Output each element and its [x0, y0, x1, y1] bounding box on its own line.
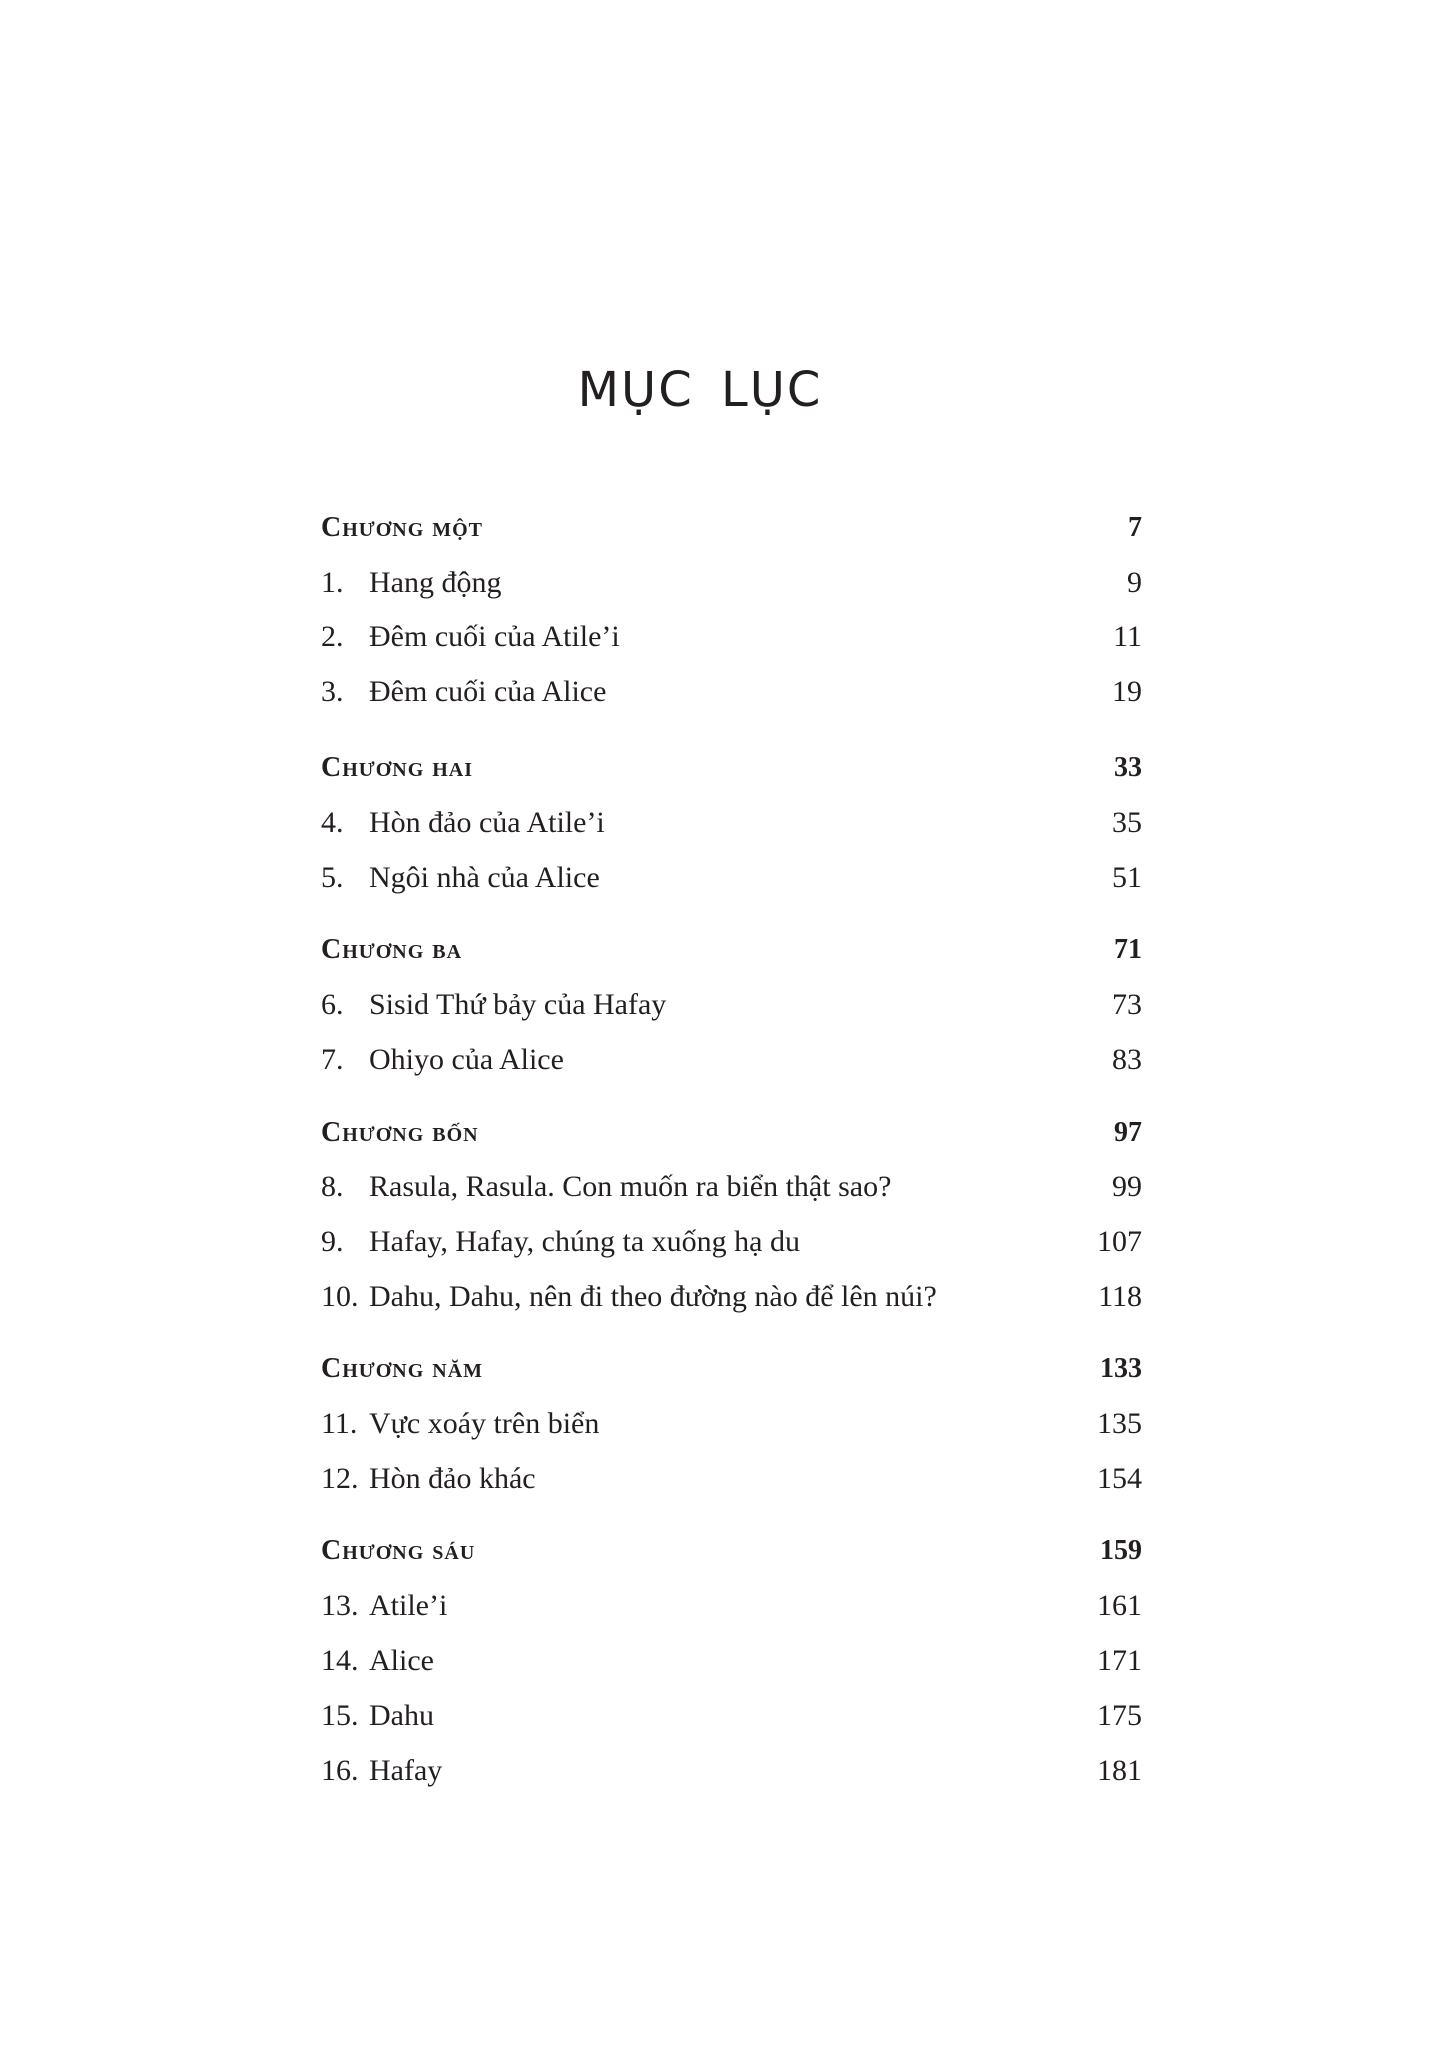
toc-entry[interactable]	[321, 988, 1142, 1028]
entry-title: Dahu	[369, 1699, 434, 1732]
page-title: MỤC LỤC	[577, 362, 823, 419]
entry-number: 6.	[321, 988, 344, 1021]
entry-number: 8.	[321, 1170, 344, 1203]
chapter-page-number: 71	[1114, 934, 1142, 965]
entry-number: 14.	[321, 1644, 359, 1677]
chapter-page-number: 97	[1114, 1117, 1142, 1148]
entry-title: Ngôi nhà của Alice	[369, 861, 600, 894]
entry-title: Hafay	[369, 1754, 443, 1787]
toc-entry[interactable]	[321, 806, 1142, 846]
entry-page-number: 51	[1112, 861, 1142, 894]
entry-title: Hòn đảo của Atile’i	[369, 806, 605, 839]
entry-title: Ohiyo của Alice	[369, 1043, 564, 1076]
entry-page-number: 35	[1112, 806, 1142, 839]
toc-entry[interactable]	[321, 1462, 1142, 1502]
toc-entry[interactable]	[321, 1170, 1142, 1210]
chapter-page-number: 7	[1128, 512, 1142, 543]
toc-entry[interactable]	[321, 1589, 1142, 1629]
table-of-contents	[321, 0, 1142, 2048]
toc-entry[interactable]	[321, 1043, 1142, 1083]
chapter-title: Chương sáu	[321, 1535, 476, 1566]
chapter-page-number: 159	[1100, 1535, 1142, 1566]
toc-entry[interactable]	[321, 861, 1142, 901]
entry-number: 9.	[321, 1225, 344, 1258]
chapter-page-number: 133	[1100, 1353, 1142, 1384]
entry-title: Đêm cuối của Alice	[369, 675, 607, 708]
entry-page-number: 171	[1097, 1644, 1142, 1677]
entry-title: Hang động	[369, 566, 502, 599]
toc-entry[interactable]	[321, 566, 1142, 606]
entry-number: 1.	[321, 566, 344, 599]
toc-entry[interactable]	[321, 1754, 1142, 1794]
entry-title: Sisid Thứ bảy của Hafay	[369, 988, 667, 1021]
entry-title: Atile’i	[369, 1589, 448, 1622]
entry-number: 15.	[321, 1699, 359, 1732]
chapter-title: Chương một	[321, 512, 484, 543]
entry-number: 13.	[321, 1589, 359, 1622]
entry-page-number: 161	[1097, 1589, 1142, 1622]
chapter-title: Chương năm	[321, 1353, 484, 1384]
toc-entry[interactable]	[321, 1280, 1142, 1320]
entry-title: Hòn đảo khác	[369, 1462, 536, 1495]
chapter-heading[interactable]	[321, 1535, 1142, 1575]
entry-number: 4.	[321, 806, 344, 839]
entry-number: 11.	[321, 1407, 358, 1440]
entry-title: Đêm cuối của Atile’i	[369, 620, 620, 653]
entry-title: Hafay, Hafay, chúng ta xuống hạ du	[369, 1225, 800, 1258]
entry-page-number: 73	[1112, 988, 1142, 1021]
entry-title: Vực xoáy trên biển	[369, 1407, 600, 1440]
entry-page-number: 107	[1097, 1225, 1142, 1258]
entry-title: Rasula, Rasula. Con muốn ra biển thật sao?	[369, 1170, 892, 1203]
entry-page-number: 9	[1127, 566, 1142, 599]
chapter-title: Chương bốn	[321, 1117, 479, 1148]
toc-entry[interactable]	[321, 1699, 1142, 1739]
entry-number: 12.	[321, 1462, 359, 1495]
entry-number: 16.	[321, 1754, 359, 1787]
entry-page-number: 99	[1112, 1170, 1142, 1203]
chapter-title: Chương hai	[321, 752, 474, 783]
entry-page-number: 11	[1113, 620, 1142, 653]
chapter-page-number: 33	[1114, 752, 1142, 783]
toc-entry[interactable]	[321, 620, 1142, 660]
entry-page-number: 83	[1112, 1043, 1142, 1076]
toc-entry[interactable]	[321, 1644, 1142, 1684]
entry-number: 5.	[321, 861, 344, 894]
entry-page-number: 175	[1097, 1699, 1142, 1732]
chapter-heading[interactable]	[321, 1353, 1142, 1393]
toc-entry[interactable]	[321, 1407, 1142, 1447]
entry-page-number: 154	[1097, 1462, 1142, 1495]
chapter-heading[interactable]	[321, 752, 1142, 792]
entry-page-number: 181	[1097, 1754, 1142, 1787]
toc-entry[interactable]	[321, 675, 1142, 715]
entry-page-number: 135	[1097, 1407, 1142, 1440]
entry-title: Dahu, Dahu, nên đi theo đường nào để lên núi?	[369, 1280, 937, 1313]
entry-number: 7.	[321, 1043, 344, 1076]
toc-entry[interactable]	[321, 1225, 1142, 1265]
entry-title: Alice	[369, 1644, 434, 1677]
chapter-heading[interactable]	[321, 512, 1142, 552]
entry-number: 2.	[321, 620, 344, 653]
entry-number: 3.	[321, 675, 344, 708]
chapter-heading[interactable]	[321, 934, 1142, 974]
entry-number: 10.	[321, 1280, 359, 1313]
chapter-heading[interactable]	[321, 1117, 1142, 1157]
chapter-title: Chương ba	[321, 934, 463, 965]
entry-page-number: 118	[1098, 1280, 1142, 1313]
entry-page-number: 19	[1112, 675, 1142, 708]
